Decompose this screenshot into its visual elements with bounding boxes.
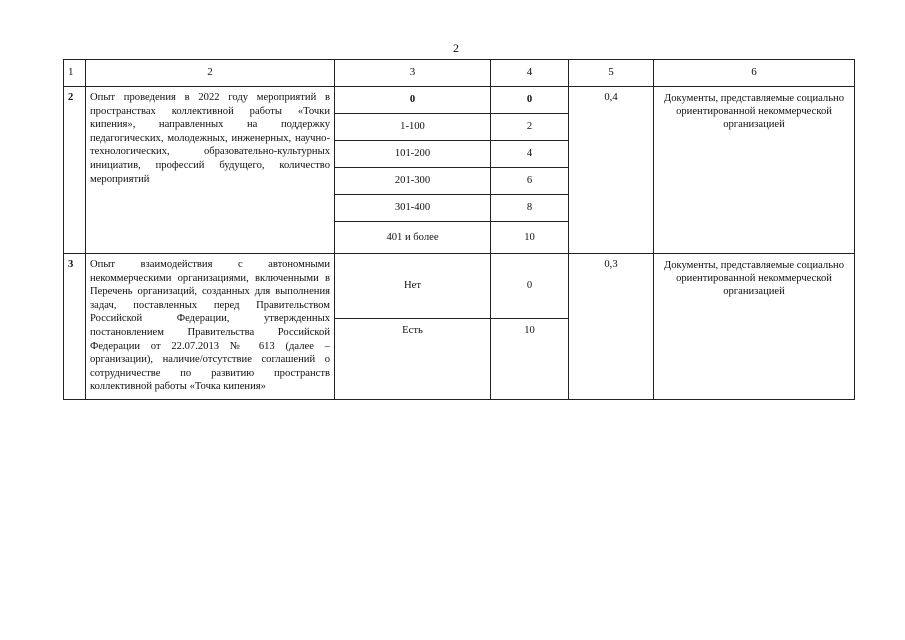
level-score: 0 [491, 254, 569, 319]
level-score: 10 [491, 319, 569, 400]
row-number: 3 [64, 254, 86, 400]
table-row [64, 87, 855, 114]
criterion-text: Опыт проведения в 2022 году мероприятий в пространствах коллективной работы «Точки кипения», направленных на поддержку педагогических, молодежных, инженерных, научно-технологических, образовательно-культурных инициатив, профессий будущего, количество мероприятий [86, 87, 335, 254]
header-col-1: 1 [64, 60, 86, 87]
criterion-text: Опыт взаимодействия с автономными некоммерческими организациями, включенными в Перечень организаций, созданных для выполнения задач, поставленных перед Правительством Российской Федерации, утвержденных постановлением Правительства Российской Федерации от 22.07.2013 № 613 (далее – организации), наличие/отсутствие соглашений о сотрудничестве по развитию пространств коллективной работы «Точка кипения» [86, 254, 335, 400]
page-number: 2 [453, 41, 459, 55]
weight: 0,3 [569, 254, 654, 400]
level-value: 0 [335, 87, 491, 114]
level-score: 6 [491, 168, 569, 195]
table-row [64, 254, 855, 319]
header-col-6: 6 [654, 60, 855, 87]
documents-text: Документы, представляемые социально ориентированной некоммерческой организацией [654, 254, 855, 400]
table-header-row [64, 60, 855, 87]
level-score: 4 [491, 141, 569, 168]
level-value: 201-300 [335, 168, 491, 195]
header-col-4: 4 [491, 60, 569, 87]
criteria-table [63, 59, 855, 400]
level-value: Есть [335, 319, 491, 400]
level-value: 101-200 [335, 141, 491, 168]
level-value: 401 и более [335, 222, 491, 254]
header-col-5: 5 [569, 60, 654, 87]
level-score: 2 [491, 114, 569, 141]
row-number: 2 [64, 87, 86, 254]
level-score: 0 [491, 87, 569, 114]
documents-text: Документы, представляемые социально ориентированной некоммерческой организацией [654, 87, 855, 254]
weight: 0,4 [569, 87, 654, 254]
level-score: 8 [491, 195, 569, 222]
level-value: 301-400 [335, 195, 491, 222]
level-score: 10 [491, 222, 569, 254]
level-value: Нет [335, 254, 491, 319]
header-col-3: 3 [335, 60, 491, 87]
level-value: 1-100 [335, 114, 491, 141]
header-col-2: 2 [86, 60, 335, 87]
